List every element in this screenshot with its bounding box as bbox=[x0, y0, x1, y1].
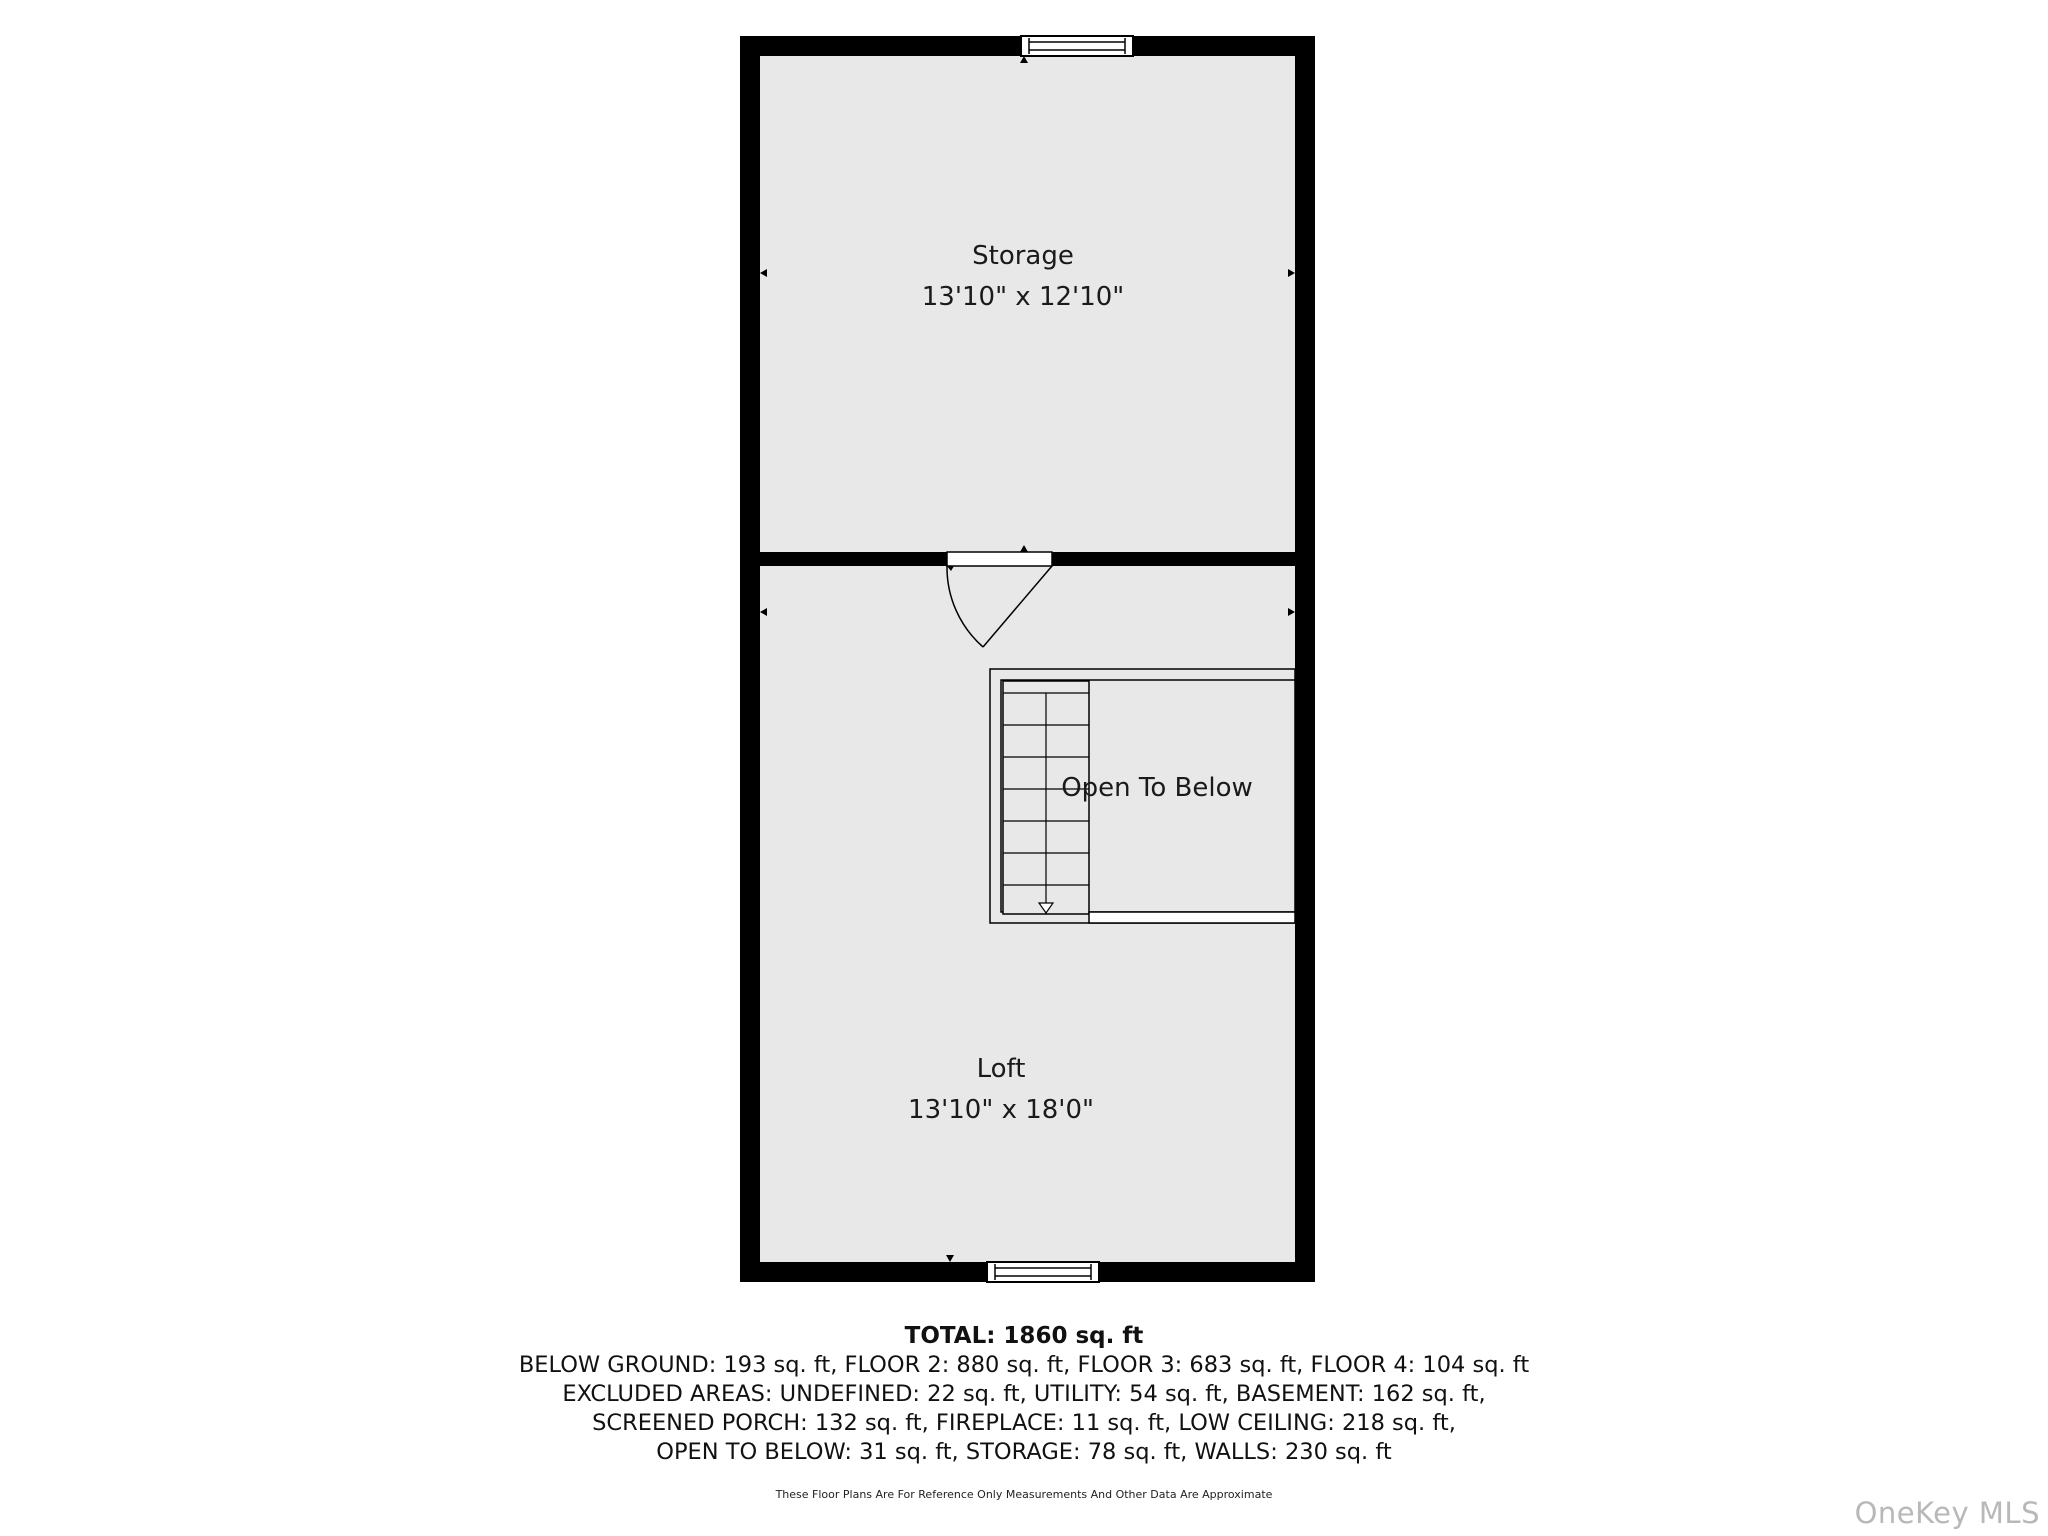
watermark: OneKey MLS bbox=[1854, 1496, 2040, 1530]
loft-dimensions: 13'10" x 18'0" bbox=[908, 1095, 1094, 1125]
loft-name: Loft bbox=[976, 1054, 1026, 1084]
top-window bbox=[1021, 36, 1133, 56]
total-area: TOTAL: 1860 sq. ft bbox=[904, 1323, 1144, 1349]
summary-line: SCREENED PORCH: 132 sq. ft, FIREPLACE: 11 sq. ft, LOW CEILING: 218 sq. ft, bbox=[592, 1410, 1456, 1436]
summary-line: OPEN TO BELOW: 31 sq. ft, STORAGE: 78 sq. ft, WALLS: 230 sq. ft bbox=[656, 1439, 1392, 1465]
disclaimer: These Floor Plans Are For Reference Only Measurements And Other Data Are Approximate bbox=[775, 1488, 1273, 1501]
summary-line: EXCLUDED AREAS: UNDEFINED: 22 sq. ft, UTILITY: 54 sq. ft, BASEMENT: 162 sq. ft, bbox=[562, 1381, 1486, 1407]
storage-dimensions: 13'10" x 12'10" bbox=[921, 282, 1125, 312]
bottom-window bbox=[987, 1262, 1099, 1282]
area-summary bbox=[0, 1322, 2048, 1467]
open-to-below-label: Open To Below bbox=[1061, 773, 1253, 803]
summary-line: BELOW GROUND: 193 sq. ft, FLOOR 2: 880 sq. ft, FLOOR 3: 683 sq. ft, FLOOR 4: 104 sq. ft bbox=[518, 1352, 1530, 1378]
railing bbox=[1089, 912, 1295, 923]
storage-name: Storage bbox=[972, 241, 1074, 271]
